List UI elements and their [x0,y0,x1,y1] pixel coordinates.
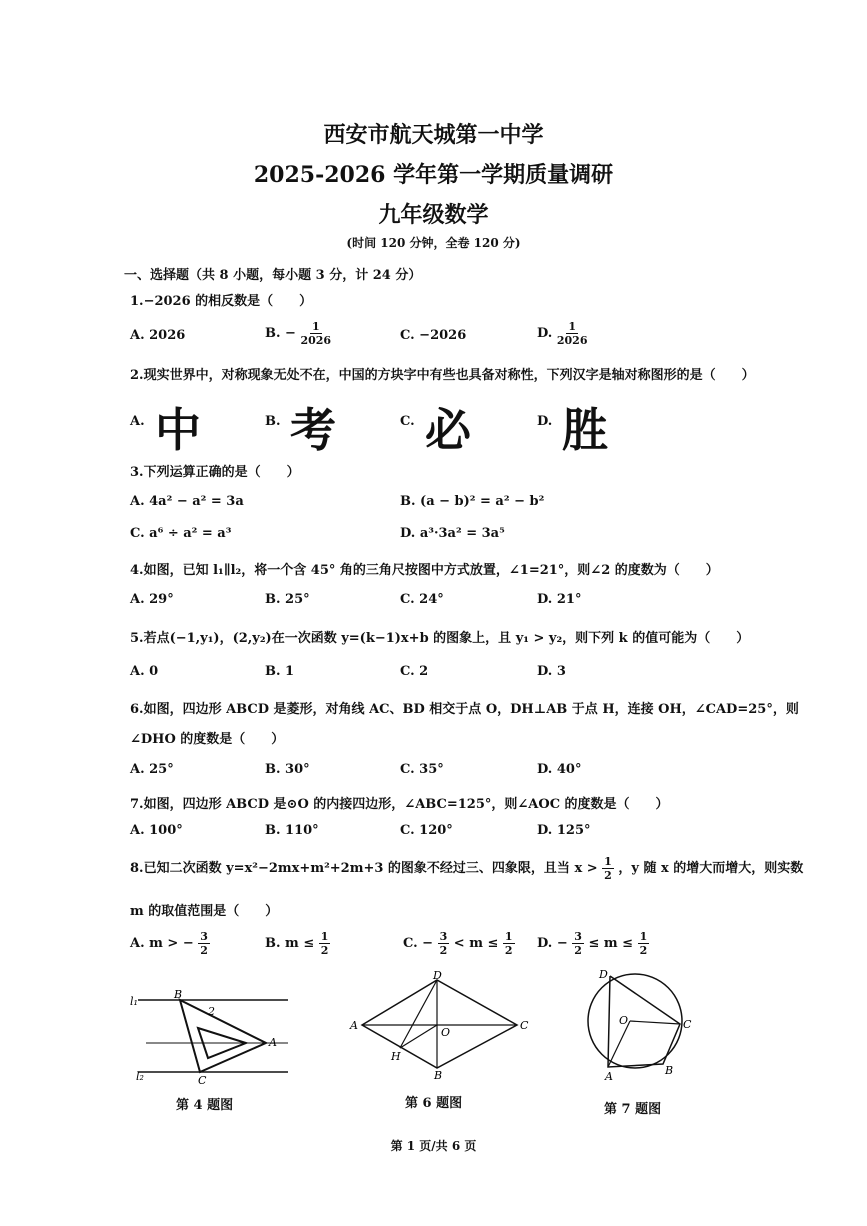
q2-stem: 2.现实世界中，对称现象无处不在，中国的方块字中有些也具备对称性，下列汉字是轴对称图形的是（ ） [130,368,755,383]
fig7-label-o: O [619,1014,629,1027]
fig7-caption: 第 7 题图 [604,1102,662,1117]
q7-option-b: B. 110° [265,823,319,838]
q8-option-c: C. − $\frac{3}{2}$ < m ≤ $\frac{1}{2}$ [403,930,513,957]
q1-option-c: C. −2026 [400,328,467,343]
fig6-label-c: C [520,1019,529,1032]
q8-option-b: B. m ≤ $\frac{1}{2}$ [265,930,329,957]
section-heading: 一、选择题（共 8 小题，每小题 3 分，计 24 分） [124,268,422,283]
figure-7 [575,966,695,1084]
fig7-label-c: C [683,1018,692,1031]
q3-option-a: A. 4a² − a² = 3a [130,494,244,509]
q3-stem: 3.下列运算正确的是（ ） [130,465,300,480]
q2-char-a: 中 [155,403,201,457]
q2-char-d: 胜 [562,403,608,457]
q8-stem-cont: m 的取值范围是（ ） [130,904,279,919]
fig6-label-o: O [441,1026,451,1039]
fig4-label-l1: l₁ [130,995,138,1008]
q4-stem: 4.如图，已知 l₁∥l₂，将一个含 45° 角的三角尺按图中方式放置，∠1=21°，则∠2 的度数为（ ） [130,563,719,578]
q4-option-b: B. 25° [265,592,310,607]
q5-option-c: C. 2 [400,664,429,679]
term-title: 2025-2026 学年第一学期质量调研 [253,162,614,188]
q2-label-a: A. [130,414,145,429]
q1-option-b: B. − $\frac{1}{2026}$ [265,320,332,347]
fig7-label-d: D [599,968,608,981]
q7-option-a: A. 100° [130,823,183,838]
figure-4 [128,985,298,1090]
q6-option-c: C. 35° [400,762,444,777]
school-title: 西安市航天城第一中学 [323,122,544,148]
fig4-label-2: 2 [208,1005,215,1018]
q5-stem: 5.若点(−1,y₁)，(2,y₂)在一次函数 y=(k−1)x+b 的图象上，且 y₁ > y₂，则下列 k 的值可能为（ ） [130,631,750,646]
fig6-label-h: H [391,1050,401,1063]
q7-option-c: C. 120° [400,823,453,838]
q6-stem-cont: ∠DHO 的度数是（ ） [130,732,285,747]
q6-option-a: A. 25° [130,762,174,777]
q6-stem: 6.如图，四边形 ABCD 是菱形，对角线 AC、BD 相交于点 O，DH⊥AB 于点 H，连接 OH，∠CAD=25°，则 [130,702,799,717]
q5-option-d: D. 3 [537,664,566,679]
q2-char-c: 必 [425,403,471,457]
fig4-caption: 第 4 题图 [176,1098,234,1113]
fig6-label-b: B [434,1069,443,1080]
fig6-label-a: A [350,1019,358,1032]
subject-title: 九年级数学 [378,202,489,228]
fig7-label-a: A [605,1070,613,1083]
q4-option-d: D. 21° [537,592,582,607]
figure-6 [345,970,535,1080]
fig4-label-b: B [174,988,183,1001]
fig4-label-c: C [198,1074,207,1087]
q3-option-b: B. (a − b)² = a² − b² [400,494,545,509]
q8-option-d: D. − $\frac{3}{2}$ ≤ m ≤ $\frac{1}{2}$ [537,930,648,957]
q8-stem: 8.已知二次函数 y=x²−2mx+m²+2m+3 的图象不经过三、四象限，且当 x > $\frac{1}{2}$ ，y 随 x 的增大而增大，则实数 [130,855,804,882]
q5-option-a: A. 0 [130,664,159,679]
q5-option-b: B. 1 [265,664,295,679]
q7-stem: 7.如图，四边形 ABCD 是⊙O 的内接四边形，∠ABC=125°，则∠AOC 的度数是（ ） [130,797,669,812]
q8-option-a: A. m > − $\frac{3}{2}$ [130,930,208,957]
q2-char-b: 考 [290,403,336,457]
q3-option-d: D. a³·3a² = 3a⁵ [400,526,505,541]
q1-stem: 1.−2026 的相反数是（ ） [130,294,313,309]
q2-label-d: D. [537,414,553,429]
exam-info: (时间 120 分钟，全卷 120 分) [346,236,521,250]
q6-option-b: B. 30° [265,762,310,777]
q6-option-d: D. 40° [537,762,582,777]
page-footer: 第 1 页/共 6 页 [390,1139,477,1153]
fig7-label-b: B [665,1064,674,1077]
q4-option-a: A. 29° [130,592,174,607]
q2-label-c: C. [400,414,415,429]
fig4-label-a: A [269,1036,277,1049]
q2-label-b: B. [265,414,281,429]
q7-option-d: D. 125° [537,823,591,838]
fig4-label-l2: l₂ [136,1070,144,1083]
fig6-label-d: D [433,970,442,982]
q4-option-c: C. 24° [400,592,444,607]
fig6-caption: 第 6 题图 [405,1096,463,1111]
q1-option-a: A. 2026 [130,328,186,343]
q1-option-d: D. $\frac{1}{2026}$ [537,320,588,347]
q3-option-c: C. a⁶ ÷ a² = a³ [130,526,232,541]
